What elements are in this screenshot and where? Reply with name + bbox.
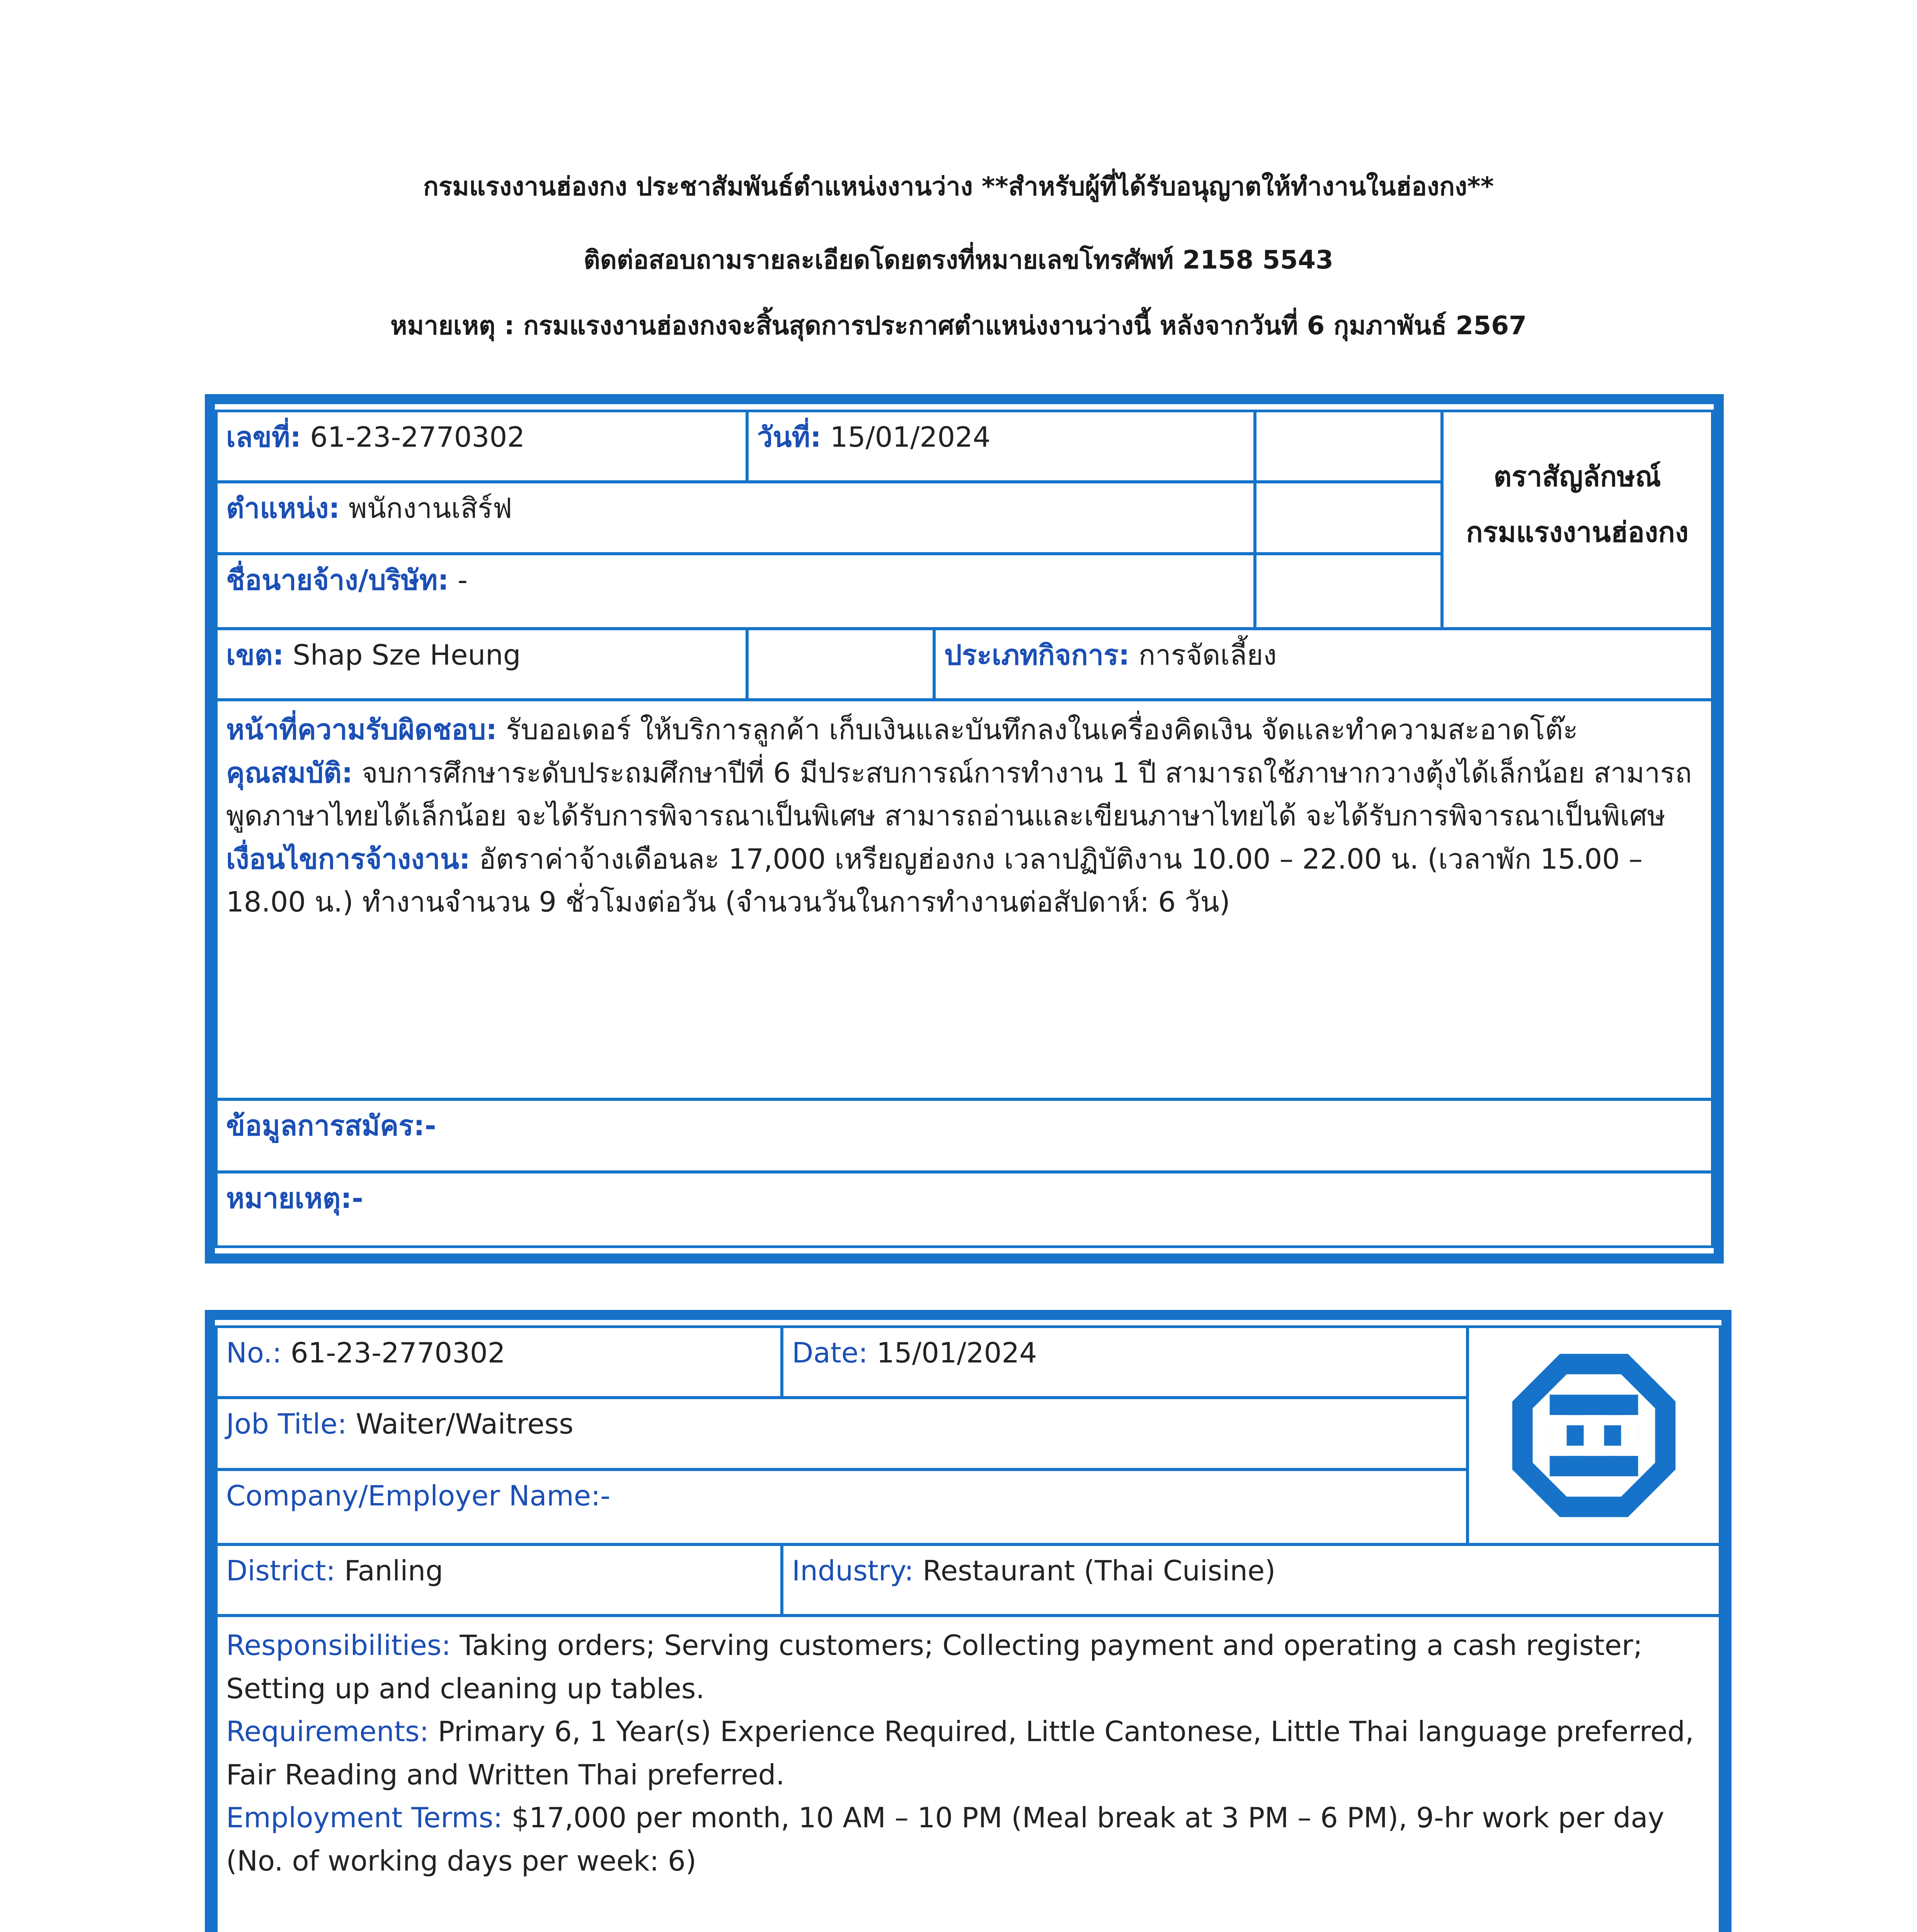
english-no-value: 61-23-2770302 <box>290 1337 506 1369</box>
english-req-label: Requirements: <box>226 1715 429 1748</box>
header-line-2: ติดต่อสอบถามรายละเอียดโดยตรงที่หมายเลขโทรศัพท์ 2158 5543 <box>584 245 1333 275</box>
english-district-value: Fanling <box>344 1554 443 1587</box>
thai-blank-cell-3 <box>1254 553 1443 630</box>
english-industry-cell <box>781 1543 1721 1617</box>
thai-remarks-cell <box>215 1171 1714 1248</box>
thai-qual-row <box>226 752 1702 838</box>
english-no-label: No.: <box>226 1337 282 1369</box>
thai-terms-value: อัตราค่าจ้างเดือนละ 17,000 เหรียญฮ่องกง เวลาปฏิบัติงาน 10.00 – 22.00 น. (เวลาพัก 15.00 – 18.00 น.) ทำงานจำนวน 9 ชั่วโมงต่อวัน (จำนวนวันในการทำงานต่อสัปดาห์: 6 วัน) <box>226 842 1643 918</box>
thai-no-value: 61-23-2770302 <box>310 421 525 453</box>
thai-employer-label: ชื่อนายจ้าง/บริษัท: <box>226 564 449 596</box>
english-job-label: Job Title: <box>226 1408 347 1440</box>
thai-apply-cell <box>215 1098 1714 1173</box>
english-district-cell <box>215 1543 783 1617</box>
thai-industry-cell <box>933 628 1714 701</box>
thai-qual-label: คุณสมบัติ: <box>226 756 353 789</box>
english-district-label: District: <box>226 1554 335 1587</box>
thai-no-label: เลขที่: <box>226 421 301 453</box>
thai-date-cell <box>746 410 1256 483</box>
english-resp-value: Taking orders; Serving customers; Collecting payment and operating a cash register; Setting up and cleaning up tables. <box>226 1629 1643 1705</box>
thai-blank-cell-2 <box>1254 481 1443 555</box>
header-line-3: หมายเหตุ : กรมแรงงานฮ่องกงจะสิ้นสุดการประกาศตำแหน่งงานว่างนี้ หลังจากวันที่ 6 กุมภาพันธ์ 2567 <box>390 311 1527 340</box>
thai-no-cell <box>215 410 748 483</box>
thai-employer-cell <box>215 553 1256 630</box>
thai-qual-value: จบการศึกษาระดับประถมศึกษาปีที่ 6 มีประสบการณ์การทำงาน 1 ปี สามารถใช้ภาษากวางตุ้งได้เล็กน้อย สามารถพูดภาษาไทยได้เล็กน้อย จะได้รับการพิจารณาเป็นพิเศษ สามารถอ่านและเขียนภาษาไทยได้ จะได้รับการพิจารณาเป็นพิเศษ <box>226 756 1692 832</box>
thai-district-cell <box>215 628 748 701</box>
thai-employer-value: - <box>458 564 468 596</box>
thai-duties-row <box>226 708 1702 752</box>
thai-seal-cell <box>1441 410 1714 630</box>
english-date-cell <box>781 1325 1469 1399</box>
thai-details-cell <box>215 699 1714 1100</box>
labour-department-logo-icon <box>1509 1350 1679 1520</box>
english-req-value: Primary 6, 1 Year(s) Experience Required, Little Cantonese, Little Thai language preferred, Fair Reading and Written Thai preferred. <box>226 1715 1694 1791</box>
thai-position-label: ตำแหน่ง: <box>226 492 340 524</box>
thai-terms-row <box>226 838 1702 924</box>
english-industry-label: Industry: <box>792 1554 914 1587</box>
thai-district-value: Shap Sze Heung <box>293 639 521 671</box>
english-terms-value: $17,000 per month, 10 AM – 10 PM (Meal break at 3 PM – 6 PM), 9-hr work per day (No. of working days per week: 6) <box>226 1801 1665 1877</box>
english-industry-value: Restaurant (Thai Cuisine) <box>923 1554 1276 1587</box>
english-req-row <box>226 1710 1710 1796</box>
thai-remarks-label: หมายเหตุ:- <box>226 1182 364 1214</box>
thai-duties-label: หน้าที่ความรับผิดชอบ: <box>226 713 497 746</box>
thai-blank-cell-4 <box>746 628 935 701</box>
english-no-cell <box>215 1325 783 1399</box>
english-date-label: Date: <box>792 1337 868 1369</box>
english-logo-cell <box>1466 1325 1721 1546</box>
english-job-value: Waiter/Waitress <box>356 1408 574 1440</box>
thai-date-value: 15/01/2024 <box>830 421 991 453</box>
thai-apply-label: ข้อมูลการสมัคร:- <box>226 1109 436 1142</box>
english-resp-row <box>226 1624 1710 1710</box>
thai-duties-value: รับออเดอร์ ให้บริการลูกค้า เก็บเงินและบันทึกลงในเครื่องคิดเงิน จัดและทำความสะอาดโต๊ะ <box>506 713 1578 746</box>
english-date-value: 15/01/2024 <box>877 1337 1037 1369</box>
english-resp-label: Responsibilities: <box>226 1629 451 1662</box>
thai-position-value: พนักงานเสิร์ฟ <box>349 492 512 524</box>
thai-seal-line-1: ตราสัญลักษณ์ <box>1493 460 1661 493</box>
header-line-1: กรมแรงงานฮ่องกง ประชาสัมพันธ์ตำแหน่งงานว่าง **สำหรับผู้ที่ได้รับอนุญาตให้ทำงานในฮ่องกง** <box>423 172 1494 201</box>
english-job-cell <box>215 1396 1469 1471</box>
english-terms-label: Employment Terms: <box>226 1801 503 1834</box>
english-company-label: Company/Employer Name:- <box>226 1480 611 1512</box>
english-terms-row <box>226 1796 1710 1883</box>
thai-blank-cell-1 <box>1254 410 1443 483</box>
thai-date-label: วันที่: <box>757 421 821 453</box>
thai-terms-label: เงื่อนไขการจ้างงาน: <box>226 842 470 875</box>
thai-position-cell <box>215 481 1256 555</box>
english-company-cell <box>215 1468 1469 1546</box>
thai-industry-label: ประเภทกิจการ: <box>944 639 1130 671</box>
thai-seal-line-2: กรมแรงงานฮ่องกง <box>1466 515 1689 548</box>
thai-industry-value: การจัดเลี้ยง <box>1138 639 1277 671</box>
english-details-cell <box>215 1614 1721 1932</box>
thai-district-label: เขต: <box>226 639 284 671</box>
